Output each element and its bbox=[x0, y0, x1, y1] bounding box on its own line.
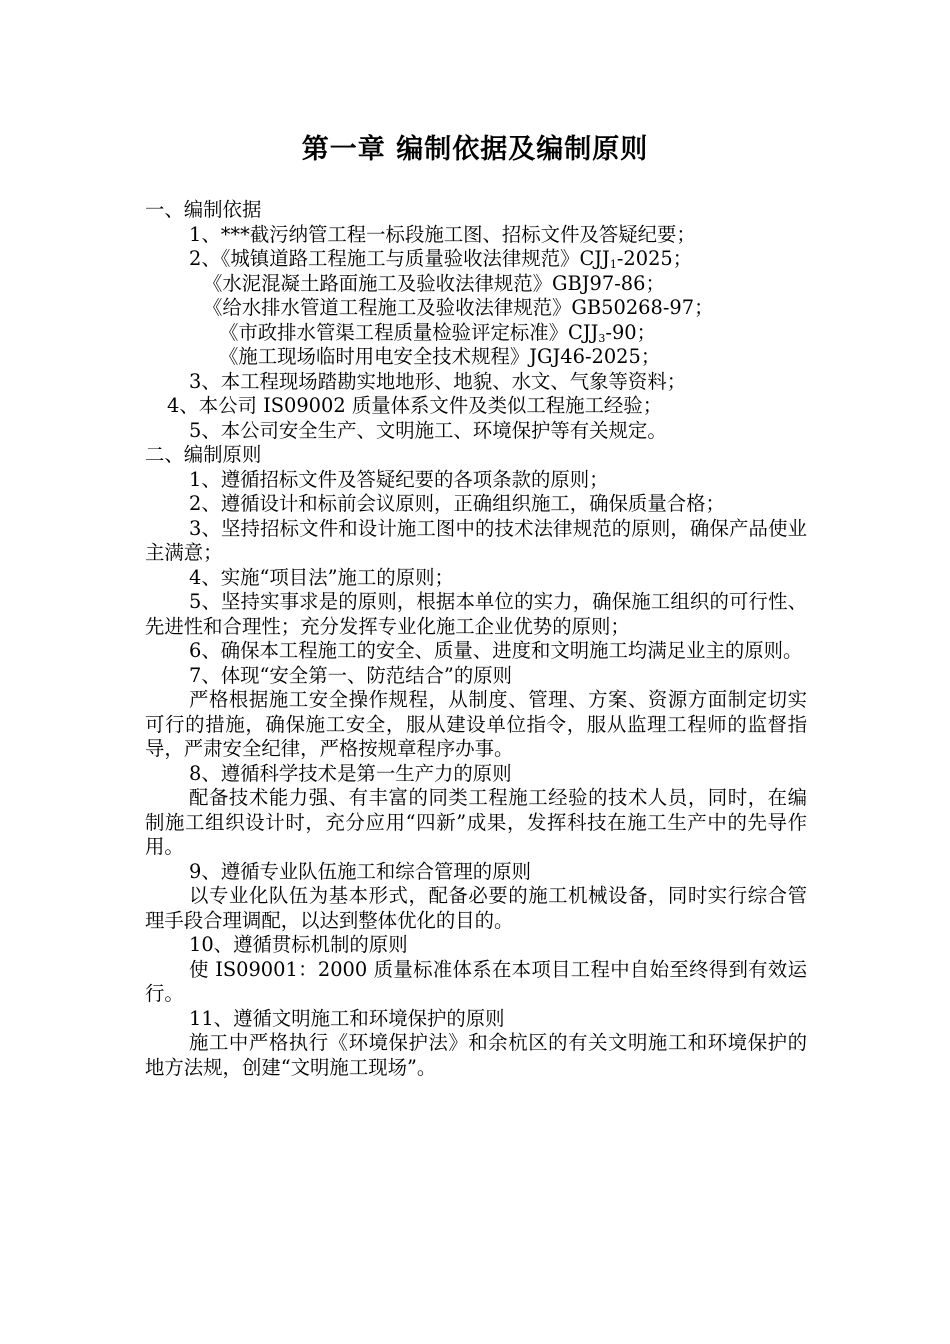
principle-9-heading: 9、遵循专业队伍施工和综合管理的原则 bbox=[189, 859, 531, 883]
principle-9-body: 以专业化队伍为基本形式，配备必要的施工机械设备，同时实行综合管理手段合理调配，以达到整体优化的目的。 bbox=[145, 884, 807, 932]
principle-7-body: 严格根据施工安全操作规程，从制度、管理、方案、资源方面制定切实可行的措施，确保施工安全，服从建设单位指令，服从监理工程师的监督指导，严肃安全纪律，严格按规章程序办事。 bbox=[145, 688, 807, 760]
basis-item-2-text: 2、《城镇道路工程施工与质量验收法律规范》CJJ bbox=[189, 247, 610, 270]
principle-11-heading: 11、遵循文明施工和环境保护的原则 bbox=[189, 1006, 505, 1030]
principle-10-body: 使 IS09001：2000 质量标准体系在本项目工程中自始至终得到有效运行。 bbox=[145, 957, 807, 1005]
basis-standard-3: 《给水排水管道工程施工及验收法律规范》GB50268-97； bbox=[203, 296, 714, 319]
section-heading-principles: 二、编制原则 bbox=[145, 443, 262, 466]
document-body bbox=[145, 198, 807, 1080]
principle-10-heading: 10、遵循贯标机制的原则 bbox=[189, 933, 408, 956]
principle-3: 3、坚持招标文件和设计施工图中的技术法律规范的原则，确保产品使业主满意； bbox=[145, 516, 807, 564]
principle-2: 2、遵循设计和标前会议原则，正确组织施工，确保质量合格； bbox=[189, 492, 725, 515]
basis-item-1: 1、***截污纳管工程一标段施工图、招标文件及答疑纪要； bbox=[189, 222, 696, 246]
basis-standard-2: 《水泥混凝土路面施工及验收法律规范》GBJ97-86； bbox=[203, 271, 665, 295]
basis-standard-5: 《施工现场临时用电安全技术规程》JGJ46-2025； bbox=[219, 345, 661, 368]
principle-8-body: 配备技术能力强、有丰富的同类工程施工经验的技术人员，同时，在编制施工组织设计时，充分应用“四新”成果，发挥科技在施工生产中的先导作用。 bbox=[145, 786, 807, 858]
section-heading-basis: 一、编制依据 bbox=[145, 198, 262, 221]
basis-item-2-suffix: -2025； bbox=[616, 247, 693, 270]
basis-item-4: 4、本公司 IS09002 质量体系文件及类似工程施工经验； bbox=[167, 394, 663, 417]
principle-6: 6、确保本工程施工的安全、质量、进度和文明施工均满足业主的原则。 bbox=[189, 639, 803, 662]
principle-8-heading: 8、遵循科学技术是第一生产力的原则 bbox=[189, 761, 512, 785]
principle-4: 4、实施“项目法”施工的原则； bbox=[189, 565, 454, 589]
basis-standard-4-suffix: -90； bbox=[605, 320, 657, 344]
basis-standard-4 bbox=[145, 321, 807, 346]
basis-item-2 bbox=[145, 247, 807, 272]
basis-standard-4-text: 《市政排水管渠工程质量检验评定标准》CJJ bbox=[219, 320, 599, 344]
principle-5: 5、坚持实事求是的原则，根据本单位的实力，确保施工组织的可行性、先进性和合理性；充分发挥专业化施工企业优势的原则； bbox=[145, 590, 807, 638]
principle-11-body: 施工中严格执行《环境保护法》和余杭区的有关文明施工和环境保护的地方法规，创建“文明施工现场”。 bbox=[145, 1031, 807, 1079]
basis-item-5: 5、本公司安全生产、文明施工、环境保护等有关规定。 bbox=[189, 418, 667, 442]
principle-1: 1、遵循招标文件及答疑纪要的各项条款的原则； bbox=[189, 467, 609, 491]
basis-standard-4-subscript: 3 bbox=[598, 331, 606, 345]
basis-item-2-subscript: 1 bbox=[609, 258, 617, 271]
principle-7-heading: 7、体现“安全第一、防范结合”的原则 bbox=[189, 663, 513, 687]
basis-item-3: 3、本工程现场踏勘实地地形、地貌、水文、气象等资料； bbox=[189, 369, 687, 393]
chapter-title: 第一章 编制依据及编制原则 bbox=[301, 134, 649, 165]
